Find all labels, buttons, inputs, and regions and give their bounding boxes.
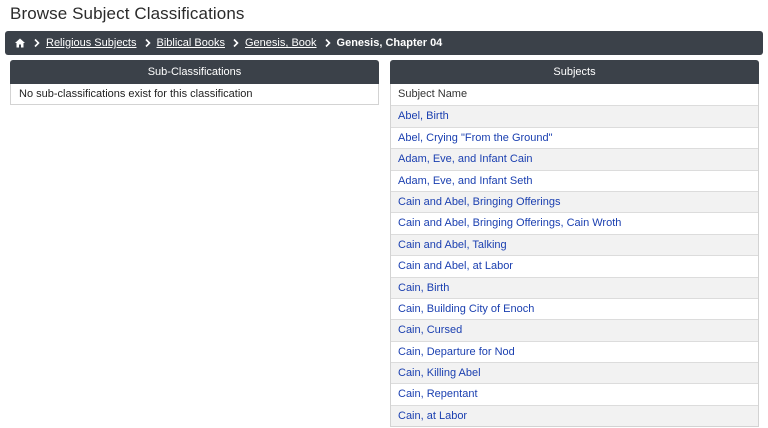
subject-link[interactable]: Adam, Eve, and Infant Seth (398, 174, 533, 187)
subject-link[interactable]: Cain, Building City of Enoch (398, 302, 535, 315)
breadcrumb-current: Genesis, Chapter 04 (336, 37, 443, 49)
table-row (391, 170, 758, 191)
subject-link[interactable]: Adam, Eve, and Infant Cain (398, 153, 533, 166)
table-row (391, 148, 758, 169)
table-row (391, 255, 758, 276)
table-row (391, 234, 758, 255)
table-row (391, 341, 758, 362)
subjects-table (390, 84, 759, 427)
chevron-right-icon (231, 38, 241, 48)
table-row (391, 127, 758, 148)
subject-link[interactable]: Abel, Crying "From the Ground" (398, 131, 553, 144)
breadcrumb-link-religious-subjects[interactable]: Religious Subjects (46, 37, 137, 49)
subject-link[interactable]: Cain and Abel, Talking (398, 238, 507, 251)
table-row (391, 298, 758, 319)
sub-classifications-empty-message: No sub-classifications exist for this classification (10, 84, 379, 105)
table-row (391, 362, 758, 383)
subject-link[interactable]: Cain and Abel, Bringing Offerings, Cain Wroth (398, 217, 622, 230)
subject-link[interactable]: Cain, Departure for Nod (398, 345, 515, 358)
table-row (391, 191, 758, 212)
table-row (391, 383, 758, 404)
page-title: Browse Subject Classifications (10, 4, 245, 23)
subjects-panel (390, 60, 759, 427)
table-row (391, 319, 758, 340)
subject-link[interactable]: Cain and Abel, at Labor (398, 260, 513, 273)
table-row (391, 405, 758, 426)
breadcrumb-link-genesis-book[interactable]: Genesis, Book (244, 37, 317, 49)
subject-link[interactable]: Cain, at Labor (398, 409, 468, 422)
sub-classifications-panel (10, 60, 379, 105)
sub-classifications-header: Sub-Classifications (10, 60, 379, 84)
chevron-right-icon (32, 38, 42, 48)
subject-link[interactable]: Cain, Killing Abel (398, 367, 481, 380)
subject-name-column-header: Subject Name (391, 84, 758, 105)
table-row (391, 105, 758, 126)
breadcrumb-link-biblical-books[interactable]: Biblical Books (156, 37, 225, 49)
table-row (391, 277, 758, 298)
table-row (391, 212, 758, 233)
subject-link[interactable]: Cain, Repentant (398, 388, 478, 401)
breadcrumb (5, 31, 763, 55)
subject-link[interactable]: Cain and Abel, Bringing Offerings (398, 195, 561, 208)
subjects-header: Subjects (390, 60, 759, 84)
subject-link[interactable]: Cain, Birth (398, 281, 450, 294)
subject-link[interactable]: Cain, Cursed (398, 324, 463, 337)
chevron-right-icon (323, 38, 333, 48)
chevron-right-icon (143, 38, 153, 48)
subject-link[interactable]: Abel, Birth (398, 110, 449, 123)
home-icon[interactable] (14, 37, 26, 49)
